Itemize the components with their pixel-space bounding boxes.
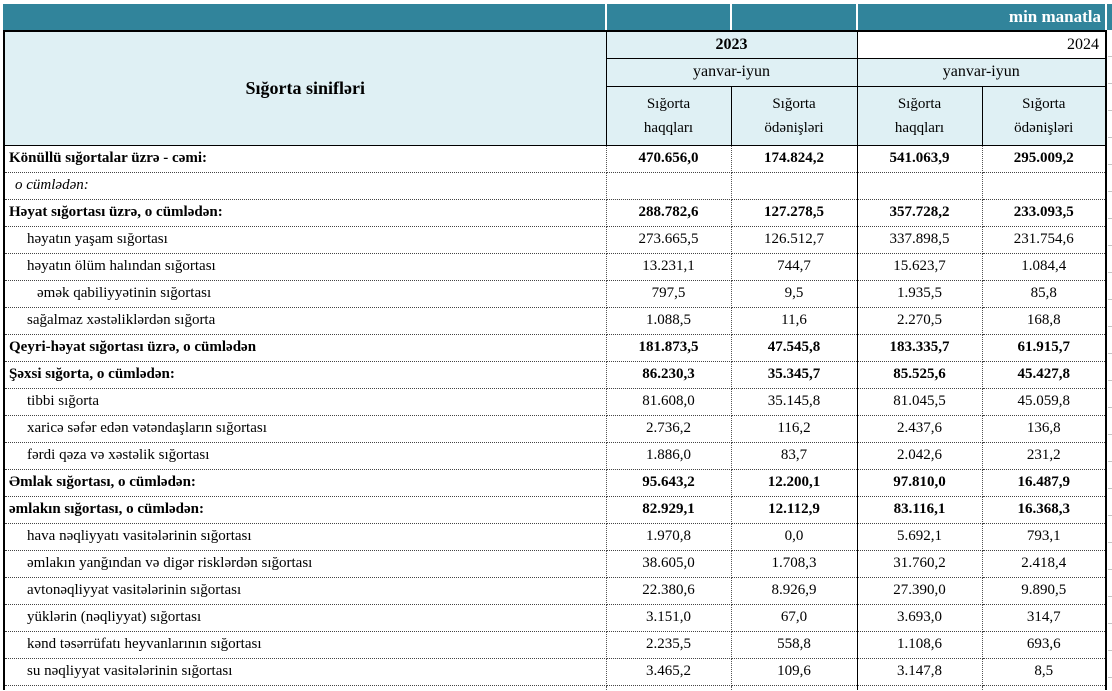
value-cell: 174.824,2 (731, 145, 857, 172)
table-row (4, 523, 1106, 550)
table-row (4, 442, 1106, 469)
row-label: əmlakın yanğından və digər risklərdən sığortası (4, 550, 606, 577)
value-cell: 12.200,1 (731, 469, 857, 496)
premiums-2024-header: Sığorta haqqları (857, 86, 982, 145)
value-cell: 97.810,0 (857, 469, 982, 496)
value-cell: 109,6 (731, 658, 857, 685)
value-cell: 67,0 (731, 604, 857, 631)
row-label: su nəqliyyat vasitələrinin sığortası (4, 658, 606, 685)
value-cell: 3.693,0 (857, 604, 982, 631)
value-cell: 1.970,8 (606, 523, 731, 550)
table-row (4, 334, 1106, 361)
value-cell: 15.623,7 (857, 253, 982, 280)
value-cell: 85,8 (982, 280, 1106, 307)
value-cell: 127.278,5 (731, 199, 857, 226)
row-label: əmlakın sığortası, o cümlədən: (4, 496, 606, 523)
value-cell (606, 172, 731, 199)
value-cell: 83.116,1 (857, 496, 982, 523)
value-cell: 86.230,3 (606, 361, 731, 388)
value-cell (731, 685, 857, 690)
value-cell (731, 172, 857, 199)
value-cell: 295.009,2 (982, 145, 1106, 172)
value-cell: 3.465,2 (606, 658, 731, 685)
teal-segment-col1 (607, 4, 730, 30)
row-label: yüklərin (nəqliyyat) sığortası (4, 604, 606, 631)
value-cell: 3.151,0 (606, 604, 731, 631)
unit-label: min manatla (1008, 7, 1101, 26)
table-row (4, 280, 1106, 307)
value-cell: 81.045,5 (857, 388, 982, 415)
value-cell: 233.093,5 (982, 199, 1106, 226)
row-label: Könüllü sığortalar üzrə - cəmi: (4, 145, 606, 172)
row-label: Qeyri-həyat sığortası üzrə, o cümlədən (4, 334, 606, 361)
value-cell: 744,7 (731, 253, 857, 280)
value-cell: 2.235,5 (606, 631, 731, 658)
value-cell: 83,7 (731, 442, 857, 469)
value-cell: 61.915,7 (982, 334, 1106, 361)
value-cell: 2.042,6 (857, 442, 982, 469)
value-cell (857, 685, 982, 690)
table-row (4, 496, 1106, 523)
value-cell: 793,1 (982, 523, 1106, 550)
value-cell: 1.084,4 (982, 253, 1106, 280)
row-label: həyatın yaşam sığortası (4, 226, 606, 253)
teal-segment-col2 (732, 4, 856, 30)
table-row (4, 361, 1106, 388)
value-cell (857, 172, 982, 199)
row-label: avtonəqliyyat vasitələrinin sığortası (4, 577, 606, 604)
value-cell: 81.608,0 (606, 388, 731, 415)
table-row (4, 253, 1106, 280)
table-row (4, 145, 1106, 172)
value-cell: 2.418,4 (982, 550, 1106, 577)
value-cell: 168,8 (982, 307, 1106, 334)
value-cell: 35.145,8 (731, 388, 857, 415)
value-cell: 22.380,6 (606, 577, 731, 604)
value-cell: 1.088,5 (606, 307, 731, 334)
value-cell: 693,6 (982, 631, 1106, 658)
table-row (4, 307, 1106, 334)
row-label: həyatın ölüm halından sığortası (4, 253, 606, 280)
value-cell: 357.728,2 (857, 199, 982, 226)
value-cell: 1.108,6 (857, 631, 982, 658)
table-row (4, 388, 1106, 415)
value-cell: 314,7 (982, 604, 1106, 631)
value-cell: 183.335,7 (857, 334, 982, 361)
row-label: Həyat sığortası üzrə, o cümlədən: (4, 199, 606, 226)
value-cell: 13.231,1 (606, 253, 731, 280)
value-cell: 3.147,8 (857, 658, 982, 685)
value-cell: 116,2 (731, 415, 857, 442)
table-row (4, 226, 1106, 253)
value-cell: 9,5 (731, 280, 857, 307)
value-cell: 273.665,5 (606, 226, 731, 253)
value-cell: 1.935,5 (857, 280, 982, 307)
value-cell: 11,6 (731, 307, 857, 334)
value-cell: 2.437,6 (857, 415, 982, 442)
value-cell: 8,5 (982, 658, 1106, 685)
table-row (4, 469, 1106, 496)
row-label: o cümlədən: (4, 172, 606, 199)
row-label: tibbi sığorta (4, 388, 606, 415)
value-cell: 231.754,6 (982, 226, 1106, 253)
row-label: Şəxsi sığorta, o cümlədən: (4, 361, 606, 388)
right-edge-sliver (1108, 30, 1112, 691)
value-cell: 470.656,0 (606, 145, 731, 172)
table-row (4, 631, 1106, 658)
value-cell: 45.427,8 (982, 361, 1106, 388)
value-cell: 1.886,0 (606, 442, 731, 469)
payments-2024-header: Sığorta ödənişləri (982, 86, 1106, 145)
premiums-2023-header: Sığorta haqqları (606, 86, 731, 145)
table-row (4, 199, 1106, 226)
period-2023-header: yanvar-iyun (606, 58, 857, 86)
value-cell: 85.525,6 (857, 361, 982, 388)
year-2023-header: 2023 (606, 31, 857, 58)
value-cell: 541.063,9 (857, 145, 982, 172)
value-cell (606, 685, 731, 690)
table-row (4, 550, 1106, 577)
year-2024-header: 2024 (857, 31, 1106, 58)
value-cell: 5.692,1 (857, 523, 982, 550)
value-cell: 35.345,7 (731, 361, 857, 388)
value-cell: 136,8 (982, 415, 1106, 442)
value-cell: 95.643,2 (606, 469, 731, 496)
value-cell: 12.112,9 (731, 496, 857, 523)
period-2024-header: yanvar-iyun (857, 58, 1106, 86)
row-label: kənd təsərrüfatı heyvanlarının sığortası (4, 631, 606, 658)
value-cell: 1.708,3 (731, 550, 857, 577)
value-cell: 8.926,9 (731, 577, 857, 604)
top-teal-bar (3, 4, 1112, 30)
table-row (4, 658, 1106, 685)
value-cell: 797,5 (606, 280, 731, 307)
teal-segment-sliver (1107, 4, 1112, 30)
unit-label-cell (858, 4, 1105, 30)
row-label (4, 685, 606, 690)
value-cell: 558,8 (731, 631, 857, 658)
payments-2023-header: Sığorta ödənişləri (731, 86, 857, 145)
row-label: xaricə səfər edən vətəndaşların sığortası (4, 415, 606, 442)
year-header-row (4, 31, 1106, 58)
value-cell (982, 172, 1106, 199)
value-cell: 45.059,8 (982, 388, 1106, 415)
value-cell: 16.487,9 (982, 469, 1106, 496)
value-cell: 38.605,0 (606, 550, 731, 577)
value-cell: 9.890,5 (982, 577, 1106, 604)
row-label: Əmlak sığortası, o cümlədən: (4, 469, 606, 496)
value-cell: 31.760,2 (857, 550, 982, 577)
value-cell: 0,0 (731, 523, 857, 550)
value-cell: 2.736,2 (606, 415, 731, 442)
table-row (4, 577, 1106, 604)
table-row (4, 172, 1106, 199)
value-cell: 16.368,3 (982, 496, 1106, 523)
row-label: fərdi qəza və xəstəlik sığortası (4, 442, 606, 469)
value-cell: 2.270,5 (857, 307, 982, 334)
teal-segment-left (3, 4, 605, 30)
value-cell: 181.873,5 (606, 334, 731, 361)
table-body (4, 145, 1106, 690)
table-row (4, 604, 1106, 631)
value-cell: 47.545,8 (731, 334, 857, 361)
class-column-header: Sığorta sinifləri (4, 31, 606, 145)
value-cell (982, 685, 1106, 690)
value-cell: 231,2 (982, 442, 1106, 469)
row-label: hava nəqliyyatı vasitələrinin sığortası (4, 523, 606, 550)
row-label: əmək qabiliyyətinin sığortası (4, 280, 606, 307)
value-cell: 126.512,7 (731, 226, 857, 253)
value-cell: 337.898,5 (857, 226, 982, 253)
table-row (4, 415, 1106, 442)
value-cell: 27.390,0 (857, 577, 982, 604)
value-cell: 82.929,1 (606, 496, 731, 523)
partial-row (4, 685, 1106, 690)
insurance-statistics-table (3, 30, 1107, 690)
value-cell: 288.782,6 (606, 199, 731, 226)
row-label: sağalmaz xəstəliklərdən sığorta (4, 307, 606, 334)
